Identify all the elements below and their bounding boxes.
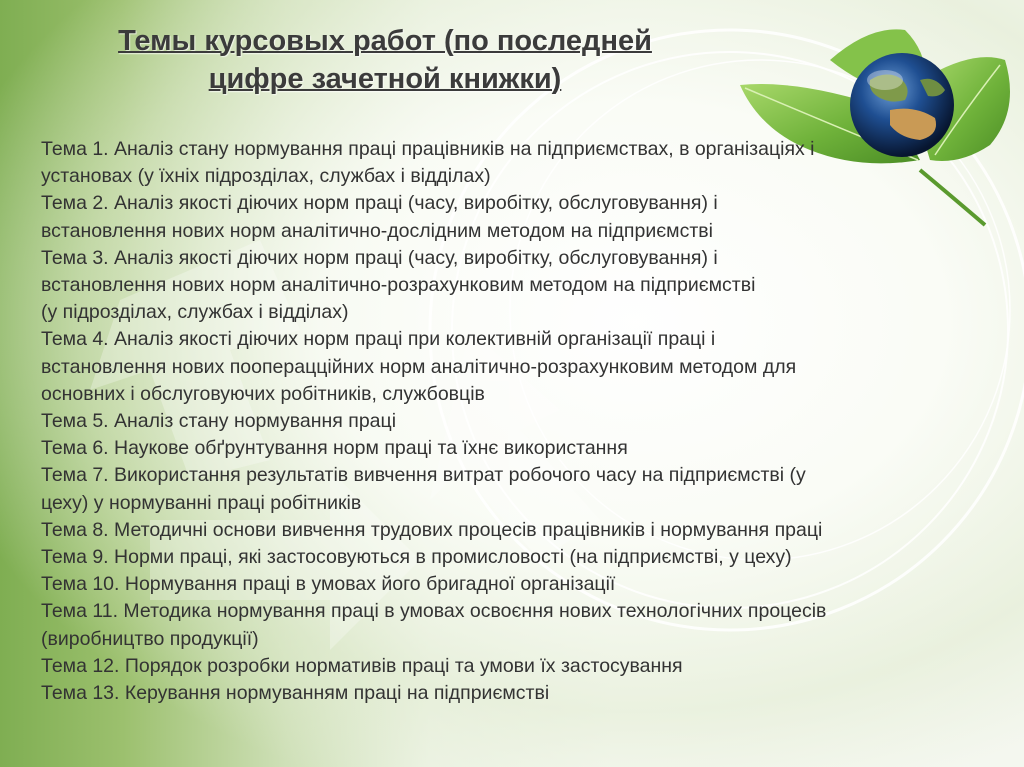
topic-item-8 [41, 517, 991, 544]
topic-item-12 [41, 653, 991, 680]
topic-text-line: Тема 6. Наукове обґрунтування норм праці та їхнє використання [41, 437, 628, 460]
topic-text-line: основних і обслуговуючих робітників, службовців [41, 382, 485, 405]
topic-item-11 [41, 598, 991, 652]
topic-item-5 [41, 408, 991, 435]
topic-item-1 [41, 136, 991, 190]
title-line-2: цифре зачетной книжки) [208, 63, 562, 95]
topic-item-13 [41, 680, 991, 707]
page-title [40, 22, 730, 98]
topic-text-line: Тема 3. Аналіз якості діючих норм праці (часу, виробітку, обслуговування) і [41, 246, 718, 269]
topic-text-line: Тема 7. Використання результатів вивчення витрат робочого часу на підприємстві (у [41, 464, 806, 487]
topic-text-line: (виробництво продукції) [41, 627, 259, 650]
topic-item-10 [41, 571, 991, 598]
topic-text-line: Тема 12. Порядок розробки нормативів праці та умови їх застосування [41, 654, 683, 677]
topic-text-line: Тема 2. Аналіз якості діючих норм праці (часу, виробітку, обслуговування) і [41, 192, 718, 215]
topic-text-line: Тема 11. Методика нормування праці в умовах освоєння нових технологічних процесів [41, 600, 827, 623]
topic-item-4 [41, 326, 991, 408]
topic-list [41, 136, 991, 707]
topic-item-7 [41, 462, 991, 516]
topic-text-line: встановлення нових пооперацційних норм аналітично-розрахунковим методом для [41, 355, 797, 378]
topic-text-line: встановлення нових норм аналітично-дослідним методом на підприємстві [41, 219, 713, 242]
topic-text-line: Тема 5. Аналіз стану нормування праці [41, 410, 397, 433]
topic-item-3 [41, 245, 991, 327]
topic-text-line: Тема 9. Норми праці, які застосовуються в промисловості (на підприємстві, у цеху) [41, 546, 792, 569]
topic-text-line: встановлення нових норм аналітично-розрахунковим методом на підприємстві [41, 274, 756, 297]
topic-item-6 [41, 435, 991, 462]
topic-text-line: Тема 13. Керування нормуванням праці на підприємстві [41, 682, 550, 705]
topic-item-2 [41, 190, 991, 244]
topic-text-line: Тема 10. Нормування праці в умовах його бригадної організації [41, 573, 616, 596]
topic-text-line: Тема 4. Аналіз якості діючих норм праці при колективній організації праці і [41, 328, 716, 351]
topic-text-line: Тема 1. Аналіз стану нормування праці працівників на підприємствах, в організаціях і [41, 138, 815, 160]
title-line-1: Темы курсовых работ (по последней [118, 25, 652, 57]
topic-item-9 [41, 544, 991, 571]
topic-text-line: (у підрозділах, службах і відділах) [41, 301, 349, 324]
topic-text-line: цеху) у нормуванні праці робітників [41, 491, 362, 514]
topic-text-line: Тема 8. Методичні основи вивчення трудових процесів працівників і нормування праці [41, 518, 823, 541]
topic-text-line: установах (у їхніх підрозділах, службах і відділах) [41, 165, 491, 188]
